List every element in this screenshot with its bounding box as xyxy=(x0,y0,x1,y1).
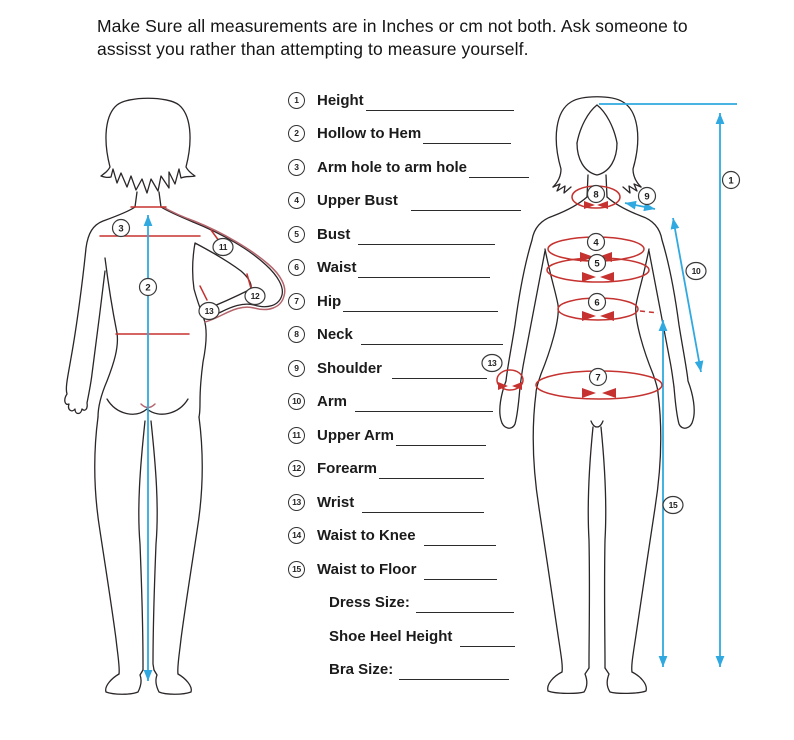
item-label: Wrist xyxy=(317,493,355,511)
item-label: Bust xyxy=(317,225,351,243)
left-leg-inner xyxy=(588,427,593,668)
svg-text:15: 15 xyxy=(668,500,678,510)
item-label: Upper Arm xyxy=(317,426,394,444)
item-label: Upper Bust xyxy=(317,191,398,209)
svg-text:11: 11 xyxy=(218,242,228,252)
hair-outline xyxy=(101,98,195,193)
svg-text:13: 13 xyxy=(204,306,214,316)
left-shoulder-arm-hand xyxy=(500,197,587,428)
svg-text:9: 9 xyxy=(644,191,650,203)
arm-red-outline xyxy=(163,207,285,322)
bust-arrow-pair xyxy=(582,272,614,282)
marker-10 xyxy=(686,263,706,280)
circled-number: 1 xyxy=(288,92,305,109)
marker-13-back xyxy=(199,303,219,320)
svg-text:1: 1 xyxy=(728,175,734,187)
left-foot xyxy=(548,668,589,693)
left-leg-inner xyxy=(139,421,145,670)
circled-number: 7 xyxy=(288,293,305,310)
svg-text:13: 13 xyxy=(487,358,497,368)
circled-number: 12 xyxy=(288,460,305,477)
marker-1 xyxy=(723,172,740,189)
marker-15 xyxy=(663,497,683,514)
circled-number: 6 xyxy=(288,259,305,276)
circled-number: 2 xyxy=(288,125,305,142)
neck-lines xyxy=(135,192,161,207)
circled-number: 8 xyxy=(288,326,305,343)
circled-number: 3 xyxy=(288,159,305,176)
marker-5 xyxy=(589,255,606,272)
svg-text:5: 5 xyxy=(594,258,600,270)
circled-number: 9 xyxy=(288,360,305,377)
arm-length-arrow xyxy=(673,218,701,372)
svg-text:7: 7 xyxy=(595,372,601,384)
left-leg-outer xyxy=(533,393,562,672)
crotch-line xyxy=(591,421,603,427)
item-label: Hollow to Hem xyxy=(317,124,422,142)
hair-outline xyxy=(553,97,641,187)
hair-part-lines xyxy=(577,105,617,143)
marker-11 xyxy=(213,239,233,256)
right-foot xyxy=(154,670,191,694)
marker-7 xyxy=(590,369,607,386)
torso-right-edge xyxy=(199,319,206,417)
svg-text:4: 4 xyxy=(593,237,599,249)
waist-dashed-connector xyxy=(640,311,658,313)
item-label: Arm xyxy=(317,392,348,410)
circled-number: 5 xyxy=(288,226,305,243)
item-label: Waist xyxy=(317,258,357,276)
right-foot xyxy=(605,668,646,693)
right-leg-inner xyxy=(601,427,606,668)
svg-text:10: 10 xyxy=(691,266,701,276)
right-leg-inner xyxy=(151,421,157,670)
hip-arrow-pair xyxy=(582,388,616,398)
item-label: Hip xyxy=(317,292,342,310)
svg-text:2: 2 xyxy=(145,282,151,294)
back-view-figure xyxy=(65,98,283,694)
item-label: Neck xyxy=(317,325,353,343)
circled-number: 11 xyxy=(288,427,305,444)
marker-4 xyxy=(588,234,605,251)
item-label: Dress Size: xyxy=(329,593,410,611)
circled-number: 14 xyxy=(288,527,305,544)
circled-number: 10 xyxy=(288,393,305,410)
item-label: Shoe Heel Height xyxy=(329,627,453,645)
marker-12 xyxy=(245,288,265,305)
wrist-tick xyxy=(200,286,207,300)
item-label: Arm hole to arm hole xyxy=(317,158,468,176)
svg-text:12: 12 xyxy=(250,291,260,301)
marker-9 xyxy=(639,188,656,205)
item-label: Forearm xyxy=(317,459,378,477)
hair-strands-right xyxy=(623,184,641,193)
instruction-line-2: assisst you rather than attempting to measure yourself. xyxy=(97,39,529,60)
item-label: Waist to Knee xyxy=(317,526,416,544)
torso-right-edge xyxy=(636,249,658,393)
svg-text:3: 3 xyxy=(118,223,124,235)
item-label: Height xyxy=(317,91,364,109)
svg-text:6: 6 xyxy=(594,297,600,309)
torso-left-edge xyxy=(98,258,117,417)
marker-13-front xyxy=(482,355,502,372)
face-outline xyxy=(577,143,617,175)
circled-number: 4 xyxy=(288,192,305,209)
wrist-arrow-pair xyxy=(498,382,522,390)
item-label: Bra Size: xyxy=(329,660,394,678)
marker-8 xyxy=(588,186,605,203)
marker-6 xyxy=(589,294,606,311)
hair-strands-left xyxy=(553,184,571,193)
instruction-line-1: Make Sure all measurements are in Inches or cm not both. Ask someone to xyxy=(97,16,688,36)
circled-number: 15 xyxy=(288,561,305,578)
marker-3 xyxy=(113,220,130,237)
item-label: Shoulder xyxy=(317,359,383,377)
right-leg-outer xyxy=(632,393,661,672)
right-leg-outer xyxy=(178,417,202,674)
marker-2 xyxy=(140,279,157,296)
item-label: Waist to Floor xyxy=(317,560,417,578)
front-view-annotations xyxy=(482,104,740,667)
left-leg-outer xyxy=(95,417,119,674)
left-foot xyxy=(106,670,143,694)
left-arm-and-hand xyxy=(65,207,135,414)
circled-number: 13 xyxy=(288,494,305,511)
svg-text:8: 8 xyxy=(593,189,599,201)
